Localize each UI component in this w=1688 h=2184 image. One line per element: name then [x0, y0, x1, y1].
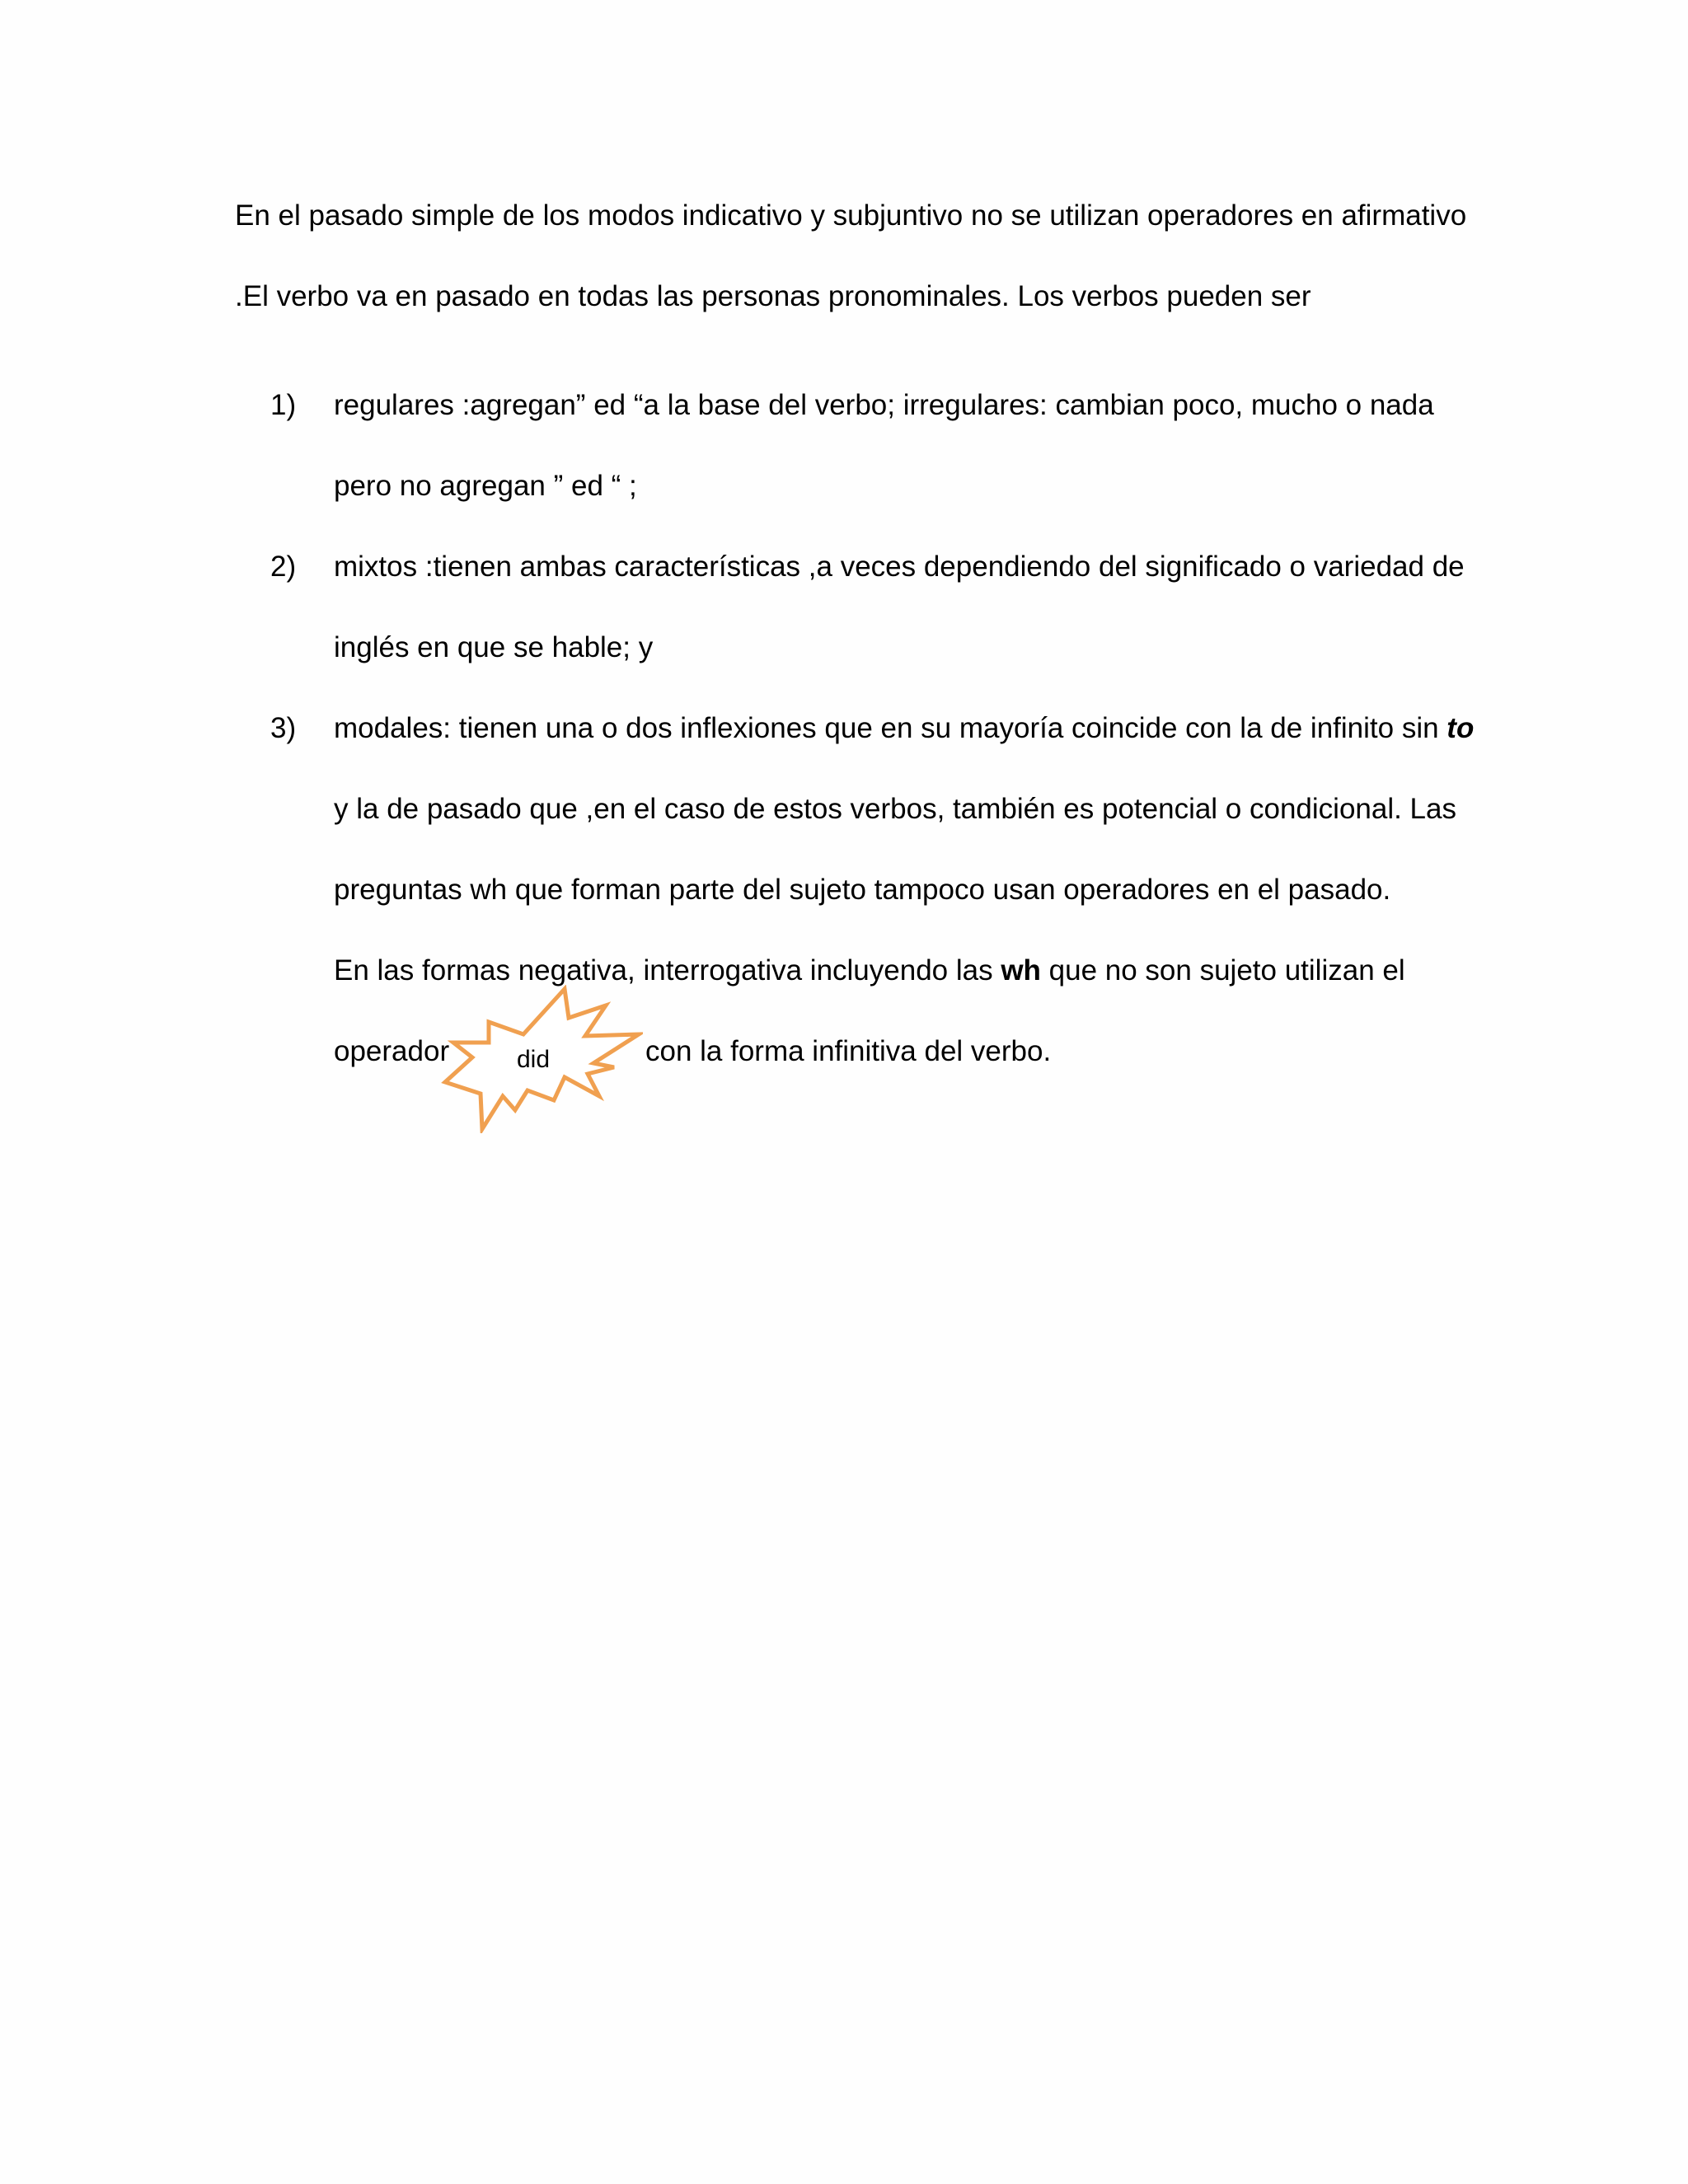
list-item-line: preguntas wh que forman parte del sujeto tampoco usan operadores en el pasado.: [334, 874, 1391, 906]
text-run: En las formas negativa, interrogativa incluyendo las: [334, 954, 1001, 987]
paragraph-line: En el pasado simple de los modos indicativo y subjuntivo no se utilizan operadores en afirmativo: [235, 199, 1467, 232]
paragraph-line: .El verbo va en pasado en todas las personas pronominales. Los verbos pueden ser: [235, 280, 1311, 312]
list-item-number: 3): [270, 712, 297, 744]
list-item-line: [334, 953, 1405, 989]
list-item-line: regulares :agregan” ed “a la base del verbo; irregulares: cambian poco, mucho o nada: [334, 389, 1434, 421]
list-item-line: y la de pasado que ,en el caso de estos verbos, también es potencial o condicional. Las: [334, 793, 1456, 825]
text-run: que no son sujeto utilizan el: [1040, 954, 1405, 987]
list-item-line: pero no agregan ” ed “ ;: [334, 470, 637, 502]
list-item-number: 1): [270, 389, 297, 421]
list-item-line-start: operador: [334, 1035, 450, 1067]
emphasis-to: to: [1447, 712, 1475, 744]
list-item-number: 2): [270, 551, 297, 583]
list-item-line: mixtos :tienen ambas características ,a veces dependiendo del significado o variedad de: [334, 551, 1465, 583]
burst-label: did: [517, 1046, 551, 1073]
list-item-line: [334, 710, 1474, 747]
list-item-line-end: con la forma infinitiva del verbo.: [645, 1035, 1052, 1067]
list-item-line: inglés en que se hable; y: [334, 631, 654, 663]
text-run: modales: tienen una o dos inflexiones que en su mayoría coincide con la de infinito sin: [334, 712, 1447, 744]
emphasis-wh: wh: [1001, 954, 1041, 987]
